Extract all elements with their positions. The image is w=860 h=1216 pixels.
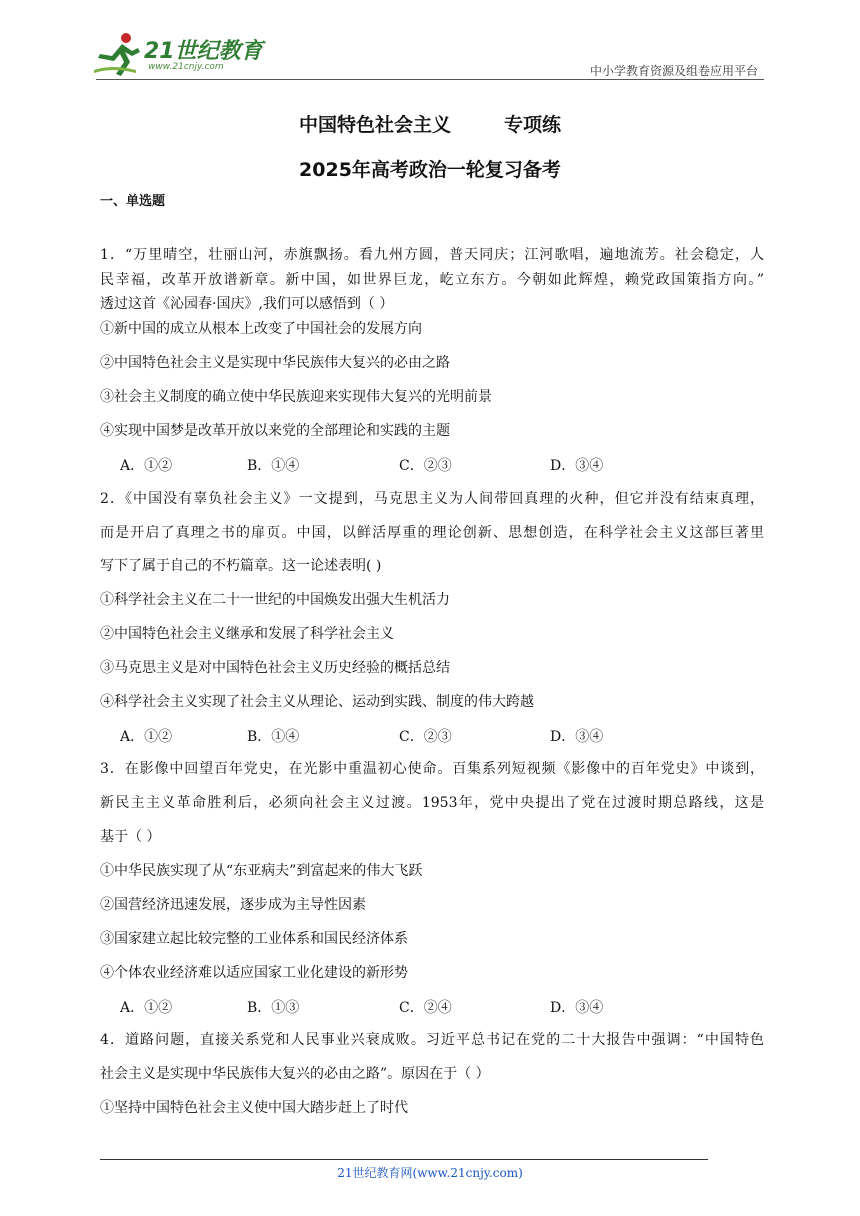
option-b[interactable]: B．①③	[247, 1000, 300, 1016]
statement: ②中国特色社会主义是实现中华民族伟大复兴的必由之路	[100, 355, 450, 371]
option-c[interactable]: C．②③	[399, 458, 452, 474]
question-text-line: 4．道路问题，直接关系党和人民事业兴衰成败。习近平总书记在党的二十大报告中强调：“中国特色	[100, 1032, 764, 1048]
doc-subtitle: 2025年高考政治一轮复习备考	[299, 159, 561, 181]
logo-url: www.21cnjy.com	[148, 62, 224, 72]
question-text-line: 写下了属于自己的不朽篇章。这一论述表明( )	[100, 558, 382, 574]
question-text-line: 1．“万里晴空，壮丽山河，赤旗飘扬。看九州方圆，普天同庆；江河歌唱，遍地流芳。社会稳定，人	[100, 247, 764, 263]
statement: ③国家建立起比较完整的工业体系和国民经济体系	[100, 931, 408, 947]
question-text-line: 透过这首《沁园春·国庆》,我们可以感悟到（ ）	[100, 296, 394, 312]
option-c[interactable]: C．②③	[399, 729, 452, 745]
footer-link[interactable]: 21世纪教育网(www.21cnjy.com)	[337, 1166, 523, 1180]
footer-divider	[100, 1159, 708, 1160]
question-text-line: 3．在影像中回望百年党史，在光影中重温初心使命。百集系列短视频《影像中的百年党史》中谈到，	[100, 761, 764, 777]
question-text-line: 民幸福，改革开放谱新章。新中国，如世界巨龙，屹立东方。今朝如此辉煌，赖党政国策指方向。”	[100, 272, 764, 288]
statement: ④实现中国梦是改革开放以来党的全部理论和实践的主题	[100, 423, 450, 439]
question-text-line: 而是开启了真理之书的扉页。中国，以鲜活厚重的理论创新、思想创造，在科学社会主义这部巨著里	[100, 525, 764, 541]
statement: ④科学社会主义实现了社会主义从理论、运动到实践、制度的伟大跨越	[100, 694, 534, 710]
platform-label: 中小学教育资源及组卷应用平台	[589, 64, 758, 78]
statement: ②国营经济迅速发展，逐步成为主导性因素	[100, 897, 366, 913]
statement: ①中华民族实现了从“东亚病夫”到富起来的伟大飞跃	[100, 863, 423, 879]
logo	[92, 30, 262, 78]
option-c[interactable]: C．②④	[399, 1000, 452, 1016]
option-d[interactable]: D．③④	[550, 1000, 604, 1016]
option-a[interactable]: A．①②	[120, 458, 173, 474]
question-text-line: 新民主主义革命胜利后，必须向社会主义过渡。1953年，党中央提出了党在过渡时期总路线，这是	[100, 795, 764, 811]
option-a[interactable]: A．①②	[120, 1000, 173, 1016]
question-text-line: 社会主义是实现中华民族伟大复兴的必由之路”。原因在于（ ）	[100, 1066, 490, 1082]
option-d[interactable]: D．③④	[550, 729, 604, 745]
statement: ②中国特色社会主义继承和发展了科学社会主义	[100, 626, 394, 642]
doc-title: 中国特色社会主义 专项练	[299, 114, 561, 136]
page-header	[0, 0, 860, 82]
question-text-line: 2．《中国没有辜负社会主义》一文提到，马克思主义为人间带回真理的火种，但它并没有结束真理，	[100, 491, 764, 507]
header-divider	[96, 79, 764, 80]
statement: ①科学社会主义在二十一世纪的中国焕发出强大生机活力	[100, 592, 450, 608]
logo-text: 21世纪教育	[144, 39, 263, 64]
question-text-line: 基于（ ）	[100, 829, 161, 845]
statement: ③马克思主义是对中国特色社会主义历史经验的概括总结	[100, 660, 450, 676]
section-heading: 一、单选题	[100, 194, 166, 209]
statement: ①新中国的成立从根本上改变了中国社会的发展方向	[100, 321, 422, 337]
statement: ④个体农业经济难以适应国家工业化建设的新形势	[100, 965, 408, 981]
statement: ①坚持中国特色社会主义使中国大踏步赶上了时代	[100, 1100, 408, 1116]
option-b[interactable]: B．①④	[247, 458, 300, 474]
option-a[interactable]: A．①②	[120, 729, 173, 745]
option-b[interactable]: B．①④	[247, 729, 300, 745]
statement: ③社会主义制度的确立使中华民族迎来实现伟大复兴的光明前景	[100, 389, 492, 405]
option-d[interactable]: D．③④	[550, 458, 604, 474]
runner-logo-icon	[92, 30, 146, 78]
